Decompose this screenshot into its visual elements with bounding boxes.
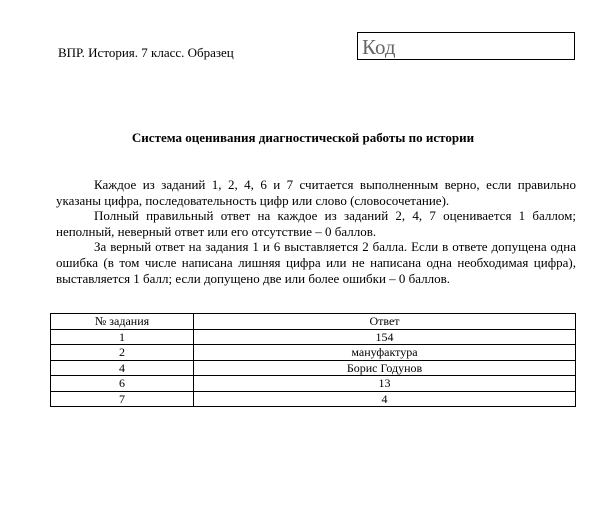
table-row bbox=[51, 360, 576, 376]
paragraph-2: Полный правильный ответ на каждое из заданий 2, 4, 7 оценивается 1 баллом; неполный, неверный ответ или его отсутствие – 0 баллов. bbox=[56, 208, 576, 239]
task-number-cell: 4 bbox=[51, 360, 194, 376]
column-header-answer: Ответ bbox=[194, 314, 576, 330]
task-number-cell: 6 bbox=[51, 376, 194, 392]
scoring-description bbox=[56, 177, 576, 286]
table-row bbox=[51, 329, 576, 345]
task-number-cell: 1 bbox=[51, 329, 194, 345]
page-title: Система оценивания диагностической работы по истории bbox=[131, 130, 475, 145]
answer-cell: 154 bbox=[194, 329, 576, 345]
answer-cell: мануфактура bbox=[194, 345, 576, 361]
column-header-task-number: № задания bbox=[51, 314, 194, 330]
table-row bbox=[51, 391, 576, 407]
task-number-cell: 2 bbox=[51, 345, 194, 361]
task-number-cell: 7 bbox=[51, 391, 194, 407]
table-row bbox=[51, 345, 576, 361]
table-row bbox=[51, 376, 576, 392]
table-header-row bbox=[51, 314, 576, 330]
header-left-text: ВПР. История. 7 класс. Образец bbox=[58, 45, 234, 60]
answer-cell: 4 bbox=[194, 391, 576, 407]
answer-cell: 13 bbox=[194, 376, 576, 392]
answer-cell: Борис Годунов bbox=[194, 360, 576, 376]
paragraph-1: Каждое из заданий 1, 2, 4, 6 и 7 считается выполненным верно, если правильно указаны цифра, последовательность цифр или слово (словосочетание). bbox=[56, 177, 576, 208]
code-label: Код bbox=[362, 35, 396, 59]
answers-table bbox=[50, 313, 576, 407]
paragraph-3: За верный ответ на задания 1 и 6 выставляется 2 балла. Если в ответе допущена одна ошибка (в том числе написана лишняя цифра или не написана одна необходимая цифра), выставляется 1 балл; если допущено две или более ошибки – 0 баллов. bbox=[56, 239, 576, 286]
code-field[interactable] bbox=[357, 32, 575, 60]
